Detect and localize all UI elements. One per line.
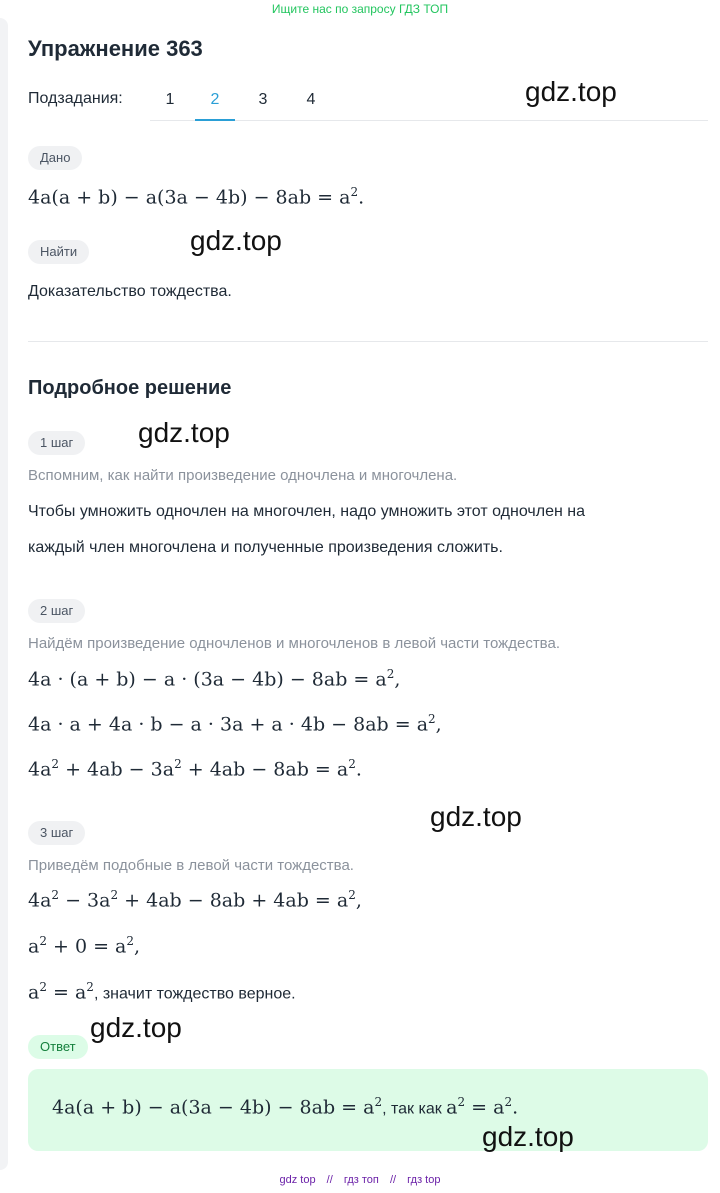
step2-hint: Найдём произведение одночленов и многочленов в левой части тождества. — [28, 635, 560, 652]
footer-link[interactable]: gdz top — [279, 1174, 316, 1186]
step1-text-line1: Чтобы умножить одночлен на многочлен, надо умножить этот одночлен на — [28, 503, 585, 520]
step1-badge: 1 шаг — [28, 431, 85, 455]
answer-badge: Ответ — [28, 1035, 88, 1059]
find-text: Доказательство тождества. — [28, 283, 232, 300]
tab-4[interactable]: 4 — [306, 91, 316, 108]
watermark: gdz.top — [90, 1012, 182, 1043]
tab-1[interactable]: 1 — [165, 91, 175, 108]
tab-2[interactable]: 2 — [195, 80, 235, 121]
divider — [28, 341, 708, 342]
step3-line1: $4a^2 - 3a^2 + 4ab - 8ab + 4ab = a^2$, — [28, 888, 362, 912]
given-expression: $4a(a + b) - a(3a - 4b) - 8ab = a^2$. — [28, 185, 365, 209]
step3-line2: $a^2 + 0 = a^2$, — [28, 934, 141, 958]
top-banner[interactable]: Ищите нас по запросу ГДЗ ТОП — [271, 2, 449, 16]
left-rail — [0, 18, 8, 1170]
step3-line3: $a^2 = a^2$, значит тождество верное. — [28, 980, 296, 1004]
footer-separator: // — [326, 1174, 333, 1186]
step3-hint: Приведём подобные в левой части тождества. — [28, 857, 354, 874]
step2-badge: 2 шаг — [28, 599, 85, 623]
find-badge: Найти — [28, 240, 89, 264]
answer-box — [28, 1069, 708, 1151]
answer-expression: $4a(a + b) - a(3a - 4b) - 8ab = a^2$, так как $a^2 = a^2$. — [52, 1095, 519, 1119]
step2-line2: $4a \cdot a + 4a \cdot b - a \cdot 3a + a \cdot 4b - 8ab = a^2$, — [28, 712, 442, 736]
step2-line3: $4a^2 + 4ab - 3a^2 + 4ab - 8ab = a^2$. — [28, 757, 362, 781]
step3-badge: 3 шаг — [28, 821, 85, 845]
watermark: gdz.top — [482, 1121, 574, 1152]
footer-links — [0, 1174, 720, 1186]
footer-link[interactable]: гдз топ — [343, 1174, 379, 1186]
step2-line1: $4a \cdot (a + b) - a \cdot (3a - 4b) - 8ab = a^2$, — [28, 667, 401, 691]
footer-separator: // — [389, 1174, 397, 1186]
watermark: gdz.top — [525, 76, 617, 107]
given-badge: Дано — [28, 146, 82, 170]
subtasks-label: Подзадания: — [28, 90, 123, 107]
tab-3[interactable]: 3 — [258, 91, 268, 108]
solution-title: Подробное решение — [28, 377, 232, 399]
step1-text-line2: каждый член многочлена и полученные произведения сложить. — [28, 539, 503, 556]
page-title: Упражнение 363 — [28, 36, 203, 61]
footer-link[interactable]: гдз top — [407, 1174, 441, 1186]
step1-hint: Вспомним, как найти произведение одночлена и многочлена. — [28, 467, 458, 484]
watermark: gdz.top — [138, 417, 230, 448]
watermark: gdz.top — [430, 801, 522, 832]
watermark: gdz.top — [190, 225, 282, 256]
subtask-tabs — [150, 80, 708, 121]
